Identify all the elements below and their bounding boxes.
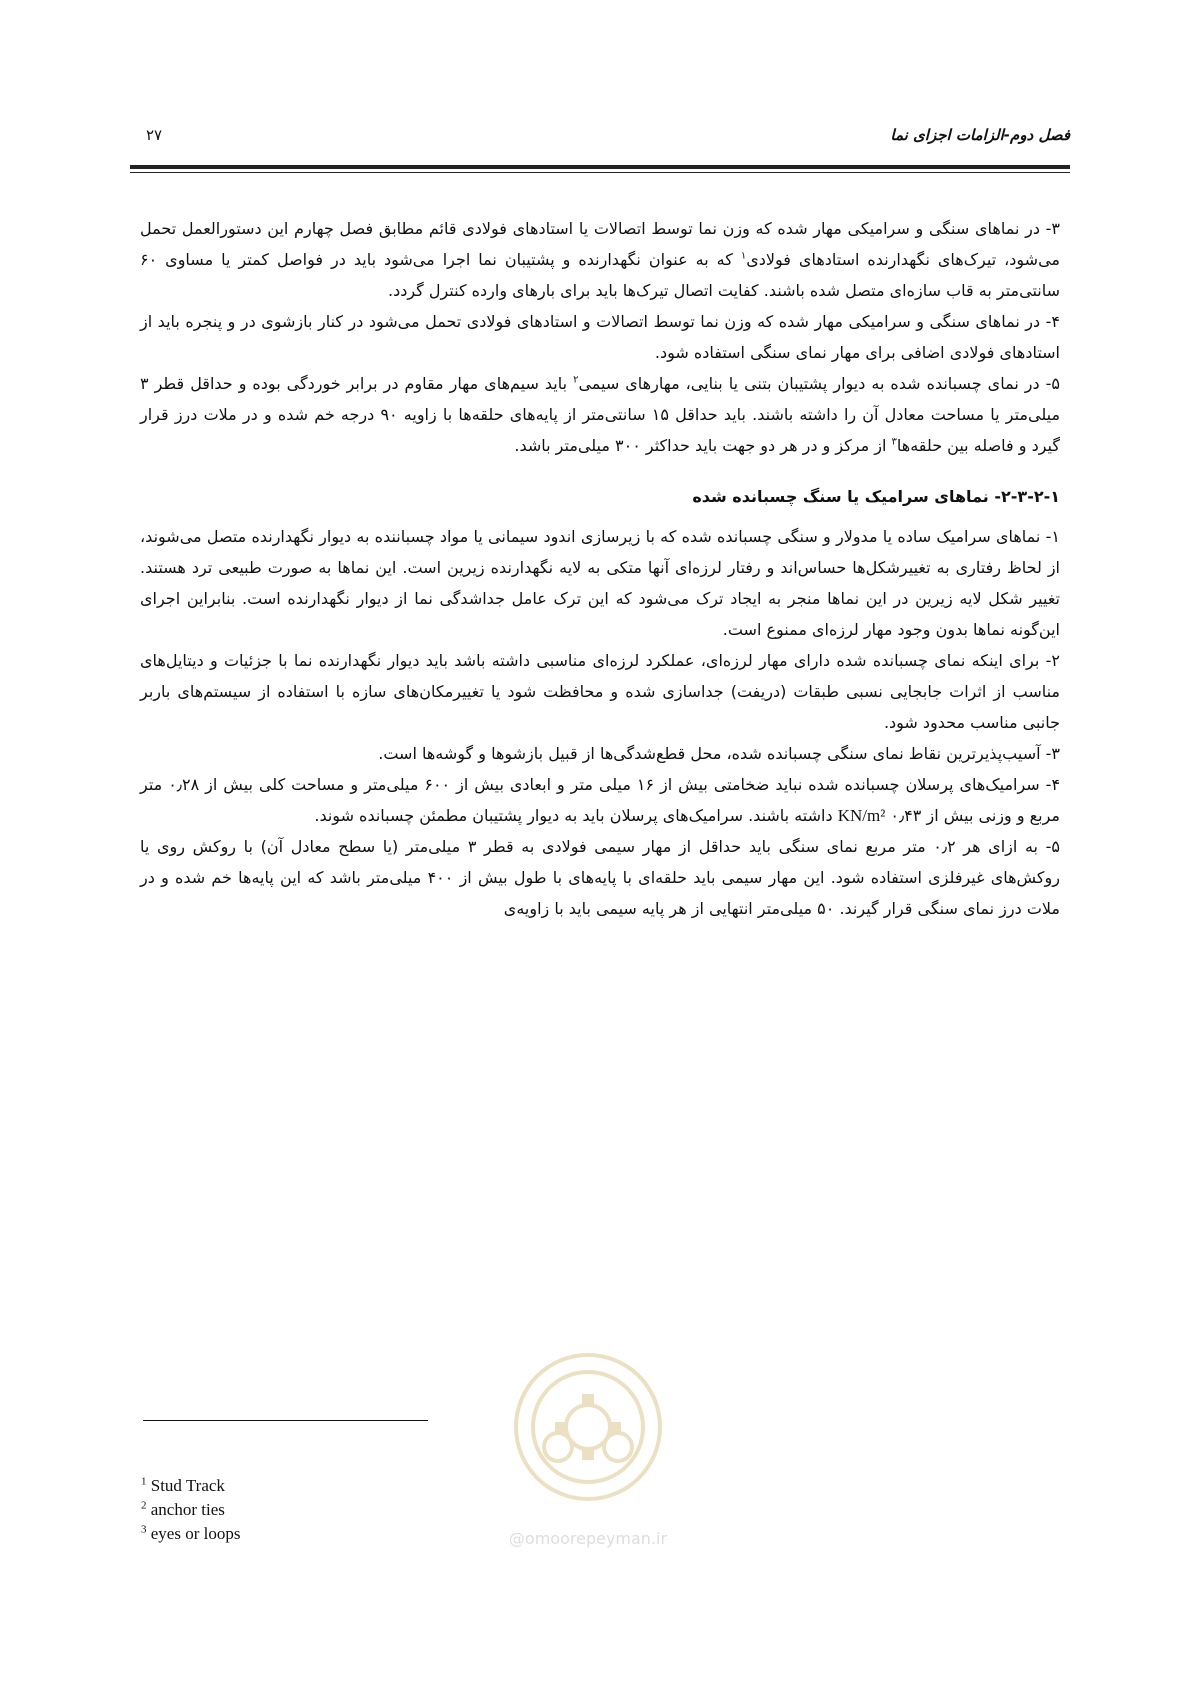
- watermark-text: @omoorepeyman.ir: [508, 1529, 668, 1548]
- paragraph-item-4: ۴- در نماهای سنگی و سرامیکی مهار شده که وزن نما توسط اتصالات و استادهای فولادی تحمل می‌شود در کنار بازشوی در و پنجره باید از استادهای فولادی اضافی برای مهار نمای سنگی استفاده شود.: [140, 312, 1060, 362]
- watermark-logo: [478, 1332, 698, 1572]
- footnote-ref-2: ۲: [573, 374, 579, 386]
- header-rule-thin: [130, 172, 1070, 173]
- paragraph-text: باید سیم‌های مهار مقاوم در برابر خوردگی بوده و حداقل قطر ۳ میلی‌متر یا مساحت معادل آن را داشته باشند. باید حداقل ۱۵ سانتی‌متر از پایه‌های حلقه‌ها با زاویه ۹۰ درجه خم شده و در ملات درز قرار گیرد و فاصله بین حلقه‌ها: [140, 374, 1061, 455]
- footnote-text: anchor ties: [150, 1500, 225, 1519]
- section-item-4: [140, 769, 1060, 831]
- footnote-number: 2: [141, 1499, 147, 1512]
- chapter-title: فصل دوم-الزامات اجزای نما: [890, 126, 1070, 144]
- footnote-number: 3: [141, 1523, 147, 1536]
- footnotes: [141, 1474, 240, 1546]
- section-heading: ۲-۳-۲-۱- نماهای سرامیک یا سنگ چسبانده شده: [692, 487, 1060, 506]
- footnote-item: [141, 1498, 240, 1522]
- footnote-item: [141, 1474, 240, 1498]
- paragraph-text: داشته باشند. سرامیک‌های پرسلان باید به دیوار پشتیبان مطمئن چسبانده شوند.: [314, 806, 838, 825]
- page-header: [130, 126, 1070, 146]
- footnote-text: Stud Track: [150, 1476, 225, 1495]
- footnote-number: 1: [141, 1475, 147, 1488]
- section-item-2: ۲- برای اینکه نمای چسبانده شده دارای مهار لرزه‌ای، عملکرد لرزه‌ای مناسبی داشته باشد باید دیوار نگهدارنده نما با جزئیات و دیتایل‌های مناسب از اثرات جابجایی نسبی طبقات (دریفت) جداسازی شده و محافظت شود یا تغییرمکان‌های سازه با استفاده از سیستم‌های باربر جانبی مناسب محدود شود.: [140, 651, 1060, 732]
- section-item-5: ۵- به ازای هر ۰٫۲ متر مربع نمای سنگی باید حداقل از مهار سیمی فولادی به قطر ۳ میلی‌متر (یا سطح معادل آن) با روکش روی یا روکش‌های غیرفلزی استفاده شود. این مهار سیمی باید حلقه‌ای با پایه‌های با طول بیش از ۴۰۰ میلی‌متر باشد که این پایه‌ها خم شده و در ملات درز نمای سنگی قرار گیرند. ۵۰ میلی‌متر انتهایی از هر پایه سیمی باید با زاویه‌ی: [140, 837, 1061, 918]
- footnote-text: eyes or loops: [150, 1524, 241, 1543]
- page-number: ۲۷: [146, 126, 163, 144]
- paragraph-text: ۴- سرامیک‌های پرسلان چسبانده شده نباید ضخامتی بیش از ۱۶ میلی متر و ابعادی بیش از ۶۰۰ میلی‌متر و مساحت کلی بیش از ۰٫۲۸ متر مربع و وزنی بیش از ۰٫۴۳: [140, 775, 1061, 825]
- footnote-separator: [143, 1420, 428, 1421]
- body-text: [140, 213, 1060, 924]
- paragraph-text: ۵- در نمای چسبانده شده به دیوار پشتیبان بتنی یا بنایی، مهارهای سیمی: [578, 374, 1060, 393]
- footnote-ref-3: ۳: [891, 436, 897, 448]
- paragraph-text: که به عنوان نگهدارنده و پشتیبان نما اجرا می‌شود باید در فواصل کمتر یا مساوی ۶۰ سانتی‌متر به قاب سازه‌ای متصل شده باشند. کفایت اتصال تیرک‌ها باید برای بارهای وارده کنترل گردد.: [140, 250, 1060, 300]
- paragraph-item-3: [140, 213, 1060, 306]
- footnote-ref-1: ۱: [740, 250, 747, 262]
- section-item-3: ۳- آسیب‌پذیرترین نقاط نمای سنگی چسبانده شده، محل قطع‌شدگی‌ها از قبیل بازشوها و گوشه‌ها است.: [378, 744, 1060, 763]
- header-rule-thick: [130, 165, 1070, 169]
- paragraph-text: از مرکز و در هر دو جهت باید حداکثر ۳۰۰ میلی‌متر باشد.: [514, 436, 892, 455]
- paragraph-item-5: [140, 368, 1060, 461]
- paragraph-text: ۳- در نماهای سنگی و سرامیکی مهار شده که وزن نما توسط اتصالات یا استادهای فولادی قائم مطابق فصل چهارم این دستورالعمل تحمل می‌شود، تیرک‌های نگهدارنده استادهای فولادی: [140, 219, 1060, 269]
- section-item-1: ۱- نماهای سرامیک ساده یا مدولار و سنگی چسبانده شده که با زیرسازی اندود سیمانی یا مواد چسباننده به دیوار نگهدارنده متصل می‌شوند، از لحاظ رفتاری به تغییرشکل‌ها حساس‌اند و رفتار لرزه‌ای آنها متکی به لایه نگهدارنده زیرین است. این نماها به صورت طبیعی ترد هستند. تغییر شکل لایه زیرین در این نماها منجر به ایجاد ترک می‌شود که این ترک عامل جداشدگی نما از دیوار نگهدارنده است. بنابراین اجرای این‌گونه نماها بدون وجود مهار لرزه‌ای ممنوع است.: [140, 527, 1060, 639]
- unit-label: KN/m²: [837, 806, 886, 825]
- footnote-item: [141, 1522, 240, 1546]
